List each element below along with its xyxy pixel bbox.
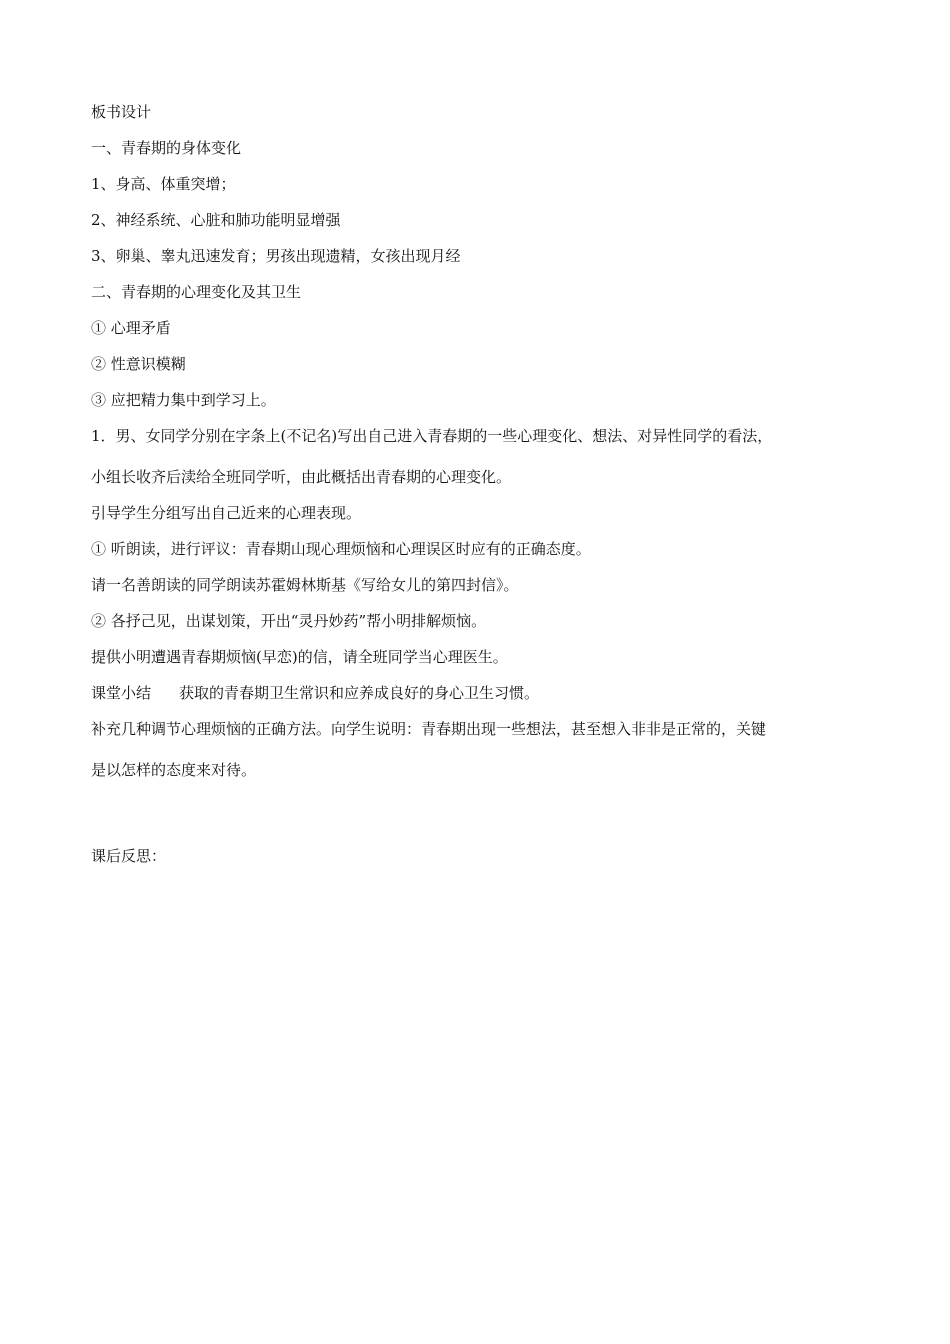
list-item: 1、身高、体重突增；	[91, 175, 236, 193]
heading-psychological-changes: 二、青春期的心理变化及其卫生	[91, 283, 302, 301]
post-class-reflection: 课后反思：	[91, 847, 167, 865]
paragraph-line: ① 听朗读，进行评议：青春期山现心理烦恼和心理误区时应有的正确态度。	[91, 540, 591, 558]
section-heading-blackboard-design: 板书设计	[91, 103, 152, 121]
paragraph-line: 1．男、女同学分别在字条上(不记名)写出自己进入青春期的一些心理变化、想法、对异性同学的看法，	[91, 427, 773, 445]
list-item: ③ 应把精力集中到学习上。	[91, 391, 276, 409]
paragraph-line: 是以怎样的态度来对待。	[91, 761, 257, 779]
paragraph-line: 提供小明遭遇青春期烦恼(早恋)的信，请全班同学当心理医生。	[91, 648, 508, 666]
class-summary	[91, 683, 871, 703]
paragraph-line: 补充几种调节心理烦恼的正确方法。向学生说明：青春期出现一些想法，甚至想入非非是正常的，关键	[91, 720, 767, 738]
class-summary-label: 课堂小结	[91, 684, 152, 702]
list-item: ② 性意识模糊	[91, 355, 186, 373]
list-item: 3、卵巢、睾丸迅速发育；男孩出现遗精，女孩出现月经	[91, 247, 461, 265]
heading-physical-changes: 一、青春期的身体变化	[91, 139, 242, 157]
paragraph-line: 引导学生分组写出自己近来的心理表现。	[91, 504, 362, 522]
paragraph-line: 小组长收齐后渎给全班同学听，由此概括出青春期的心理变化。	[91, 468, 512, 486]
class-summary-text: 获取的青春期卫生常识和应养成良好的身心卫生习惯。	[179, 684, 540, 702]
paragraph-line: ② 各抒己见，出谋划策，开出“灵丹妙药”帮小明排解烦恼。	[91, 612, 487, 630]
paragraph-line: 请一名善朗读的同学朗读苏霍姆林斯基《写给女儿的第四封信》。	[91, 576, 519, 594]
list-item: 2、神经系统、心脏和肺功能明显增强	[91, 211, 341, 229]
list-item: ① 心理矛盾	[91, 319, 171, 337]
